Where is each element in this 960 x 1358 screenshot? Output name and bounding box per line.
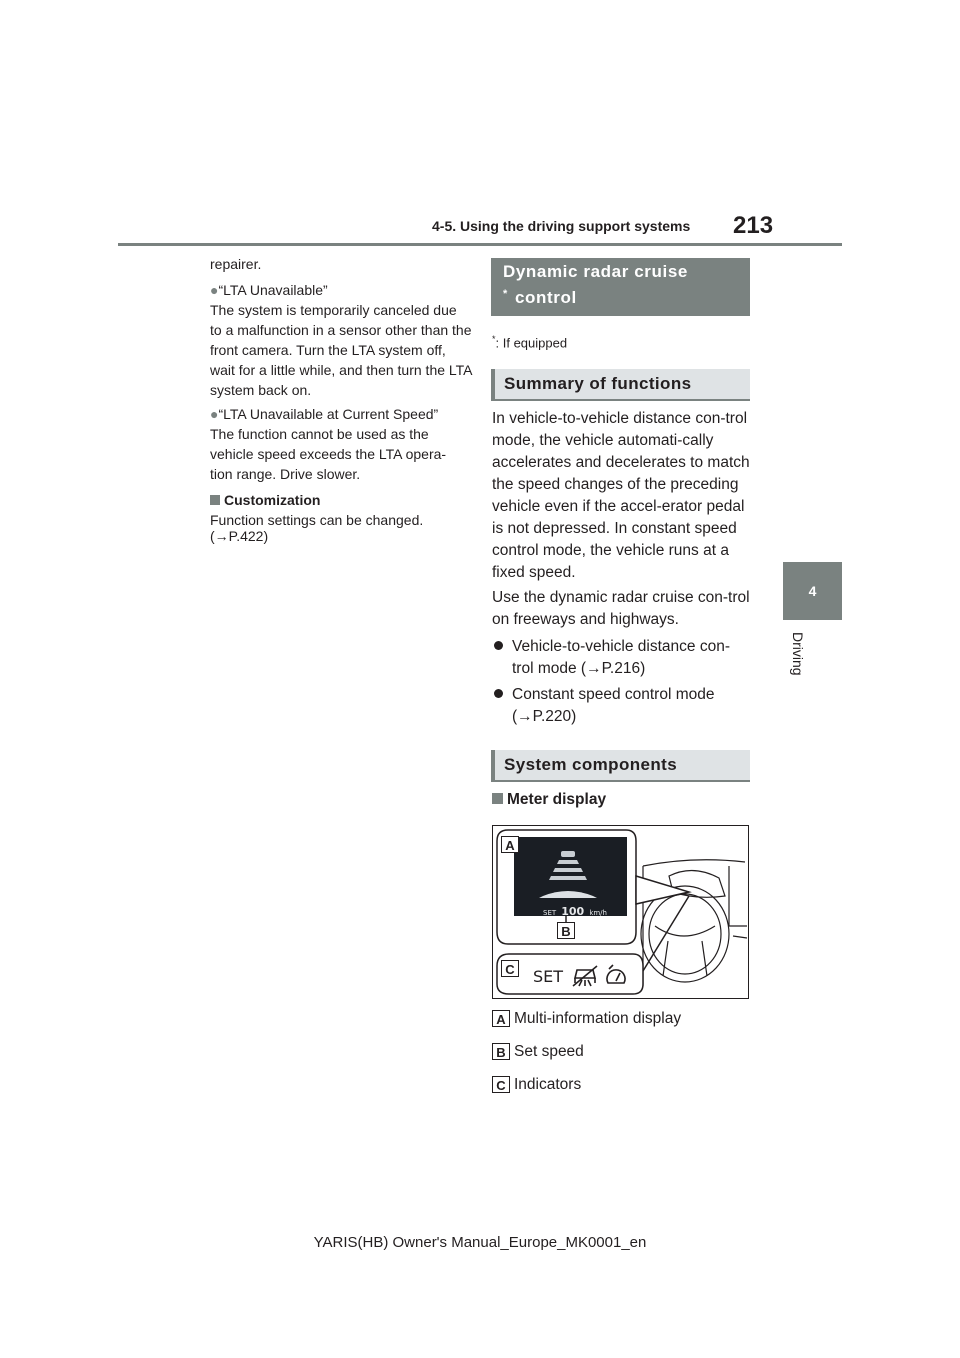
legend-key: A	[492, 1010, 510, 1027]
bullet-icon	[494, 641, 503, 650]
footnote: *: If equipped	[492, 334, 568, 351]
main-heading: Dynamic radar cruise control *	[491, 258, 750, 316]
item-description: The function cannot be used as the vehicle speed exceeds the LTA opera-tion range. Drive slower.	[210, 426, 447, 482]
square-bullet-icon	[492, 793, 503, 804]
label-a: A	[501, 836, 519, 853]
chapter-tab: 4	[783, 562, 842, 620]
meter-figure	[492, 825, 749, 999]
label-c: C	[501, 960, 519, 977]
legend-item: B Set speed	[492, 1041, 752, 1063]
meter-heading: Meter display	[492, 789, 752, 811]
bullet-icon	[494, 689, 503, 698]
legend-key: B	[492, 1043, 510, 1060]
set-indicator: SET	[533, 967, 564, 986]
item-title: “LTA Unavailable”	[218, 282, 328, 298]
bullet-icon: ●	[210, 282, 219, 298]
customization-text: Function settings can be changed. (→P.422)	[210, 512, 424, 544]
document-footer: YARIS(HB) Owner's Manual_Europe_MK0001_en	[313, 1234, 647, 1251]
set-speed-readout: SET 100 km/h	[543, 905, 607, 918]
intro-text: repairer.	[210, 256, 262, 272]
legend-item: C Indicators	[492, 1074, 752, 1096]
usage-text: Use the dynamic radar cruise con-trol on freeways and highways.	[492, 589, 750, 628]
cruise-control-icon	[604, 964, 628, 988]
legend-item: A Multi-information display	[492, 1008, 752, 1030]
subsection-heading: Customization	[210, 490, 470, 510]
list-item: Vehicle-to-vehicle distance con- trol mode (→P.216)	[492, 636, 752, 680]
section-title: 4-5. Using the driving support systems	[432, 218, 691, 234]
list-item	[210, 280, 470, 300]
page-number: 213	[733, 212, 774, 239]
bullet-icon: ●	[210, 406, 219, 422]
summary-text: In vehicle-to-vehicle distance con-trol mode, the vehicle automati-cally accelerates and decelerates to match the speed changes of the preceding vehicle even if the accel-erator pedal is not depressed. In constant speed control mode, the vehicle runs at a fixed speed.	[492, 410, 750, 581]
item-title: “LTA Unavailable at Current Speed”	[218, 406, 439, 422]
square-bullet-icon	[210, 495, 220, 505]
legend-key: C	[492, 1076, 510, 1093]
item-description: The system is temporarily canceled due to a malfunction in a sensor other than the front camera. Turn the LTA system off, wait for a little while, and then turn the LTA system back on.	[210, 302, 472, 398]
radar-cruise-icon	[571, 964, 599, 988]
list-item: Constant speed control mode (→P.220)	[492, 684, 752, 728]
label-b: B	[557, 922, 575, 939]
list-item	[210, 404, 470, 424]
components-heading: System components	[491, 750, 750, 782]
summary-heading: Summary of functions	[491, 369, 750, 401]
header-rule	[118, 243, 842, 246]
chapter-label: Driving	[790, 632, 806, 676]
